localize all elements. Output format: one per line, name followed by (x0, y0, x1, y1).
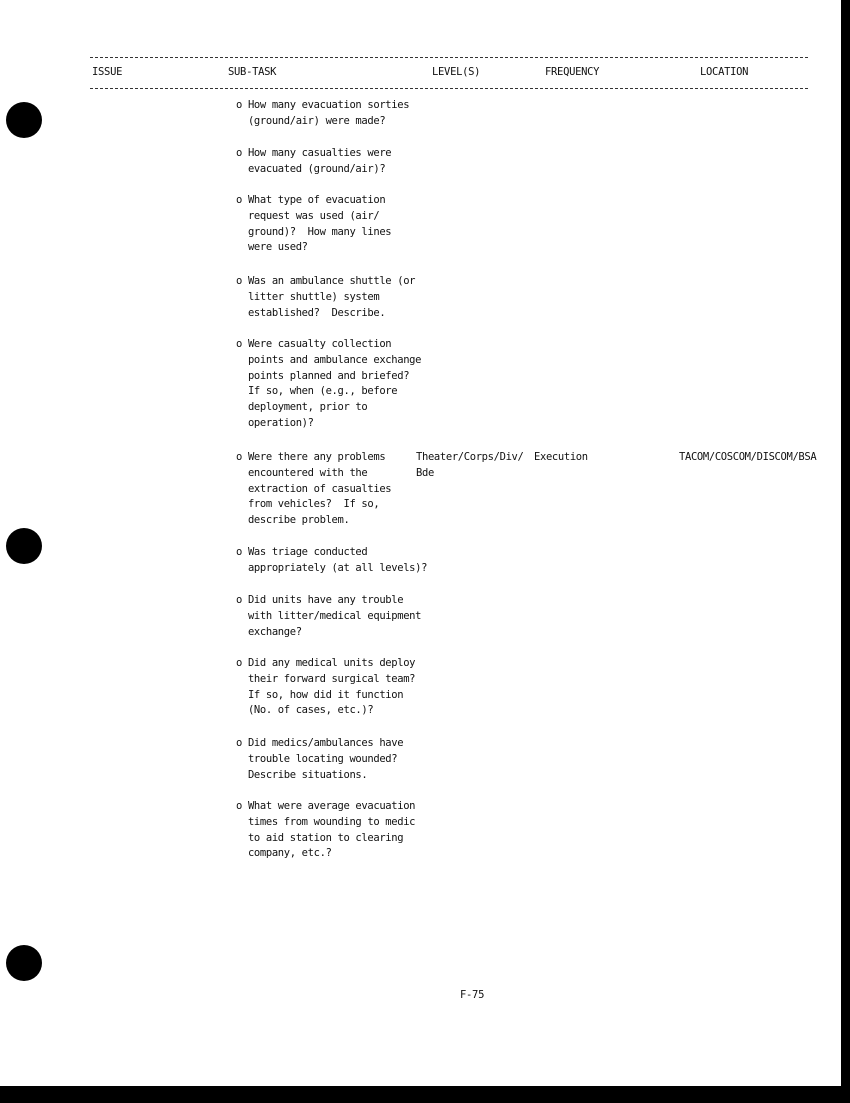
column-header-frequency: FREQUENCY (545, 66, 600, 78)
subtask-item: o Did medics/ambulances have trouble locating wounded? Describe situations. (236, 737, 404, 781)
location-value: TACOM/COSCOM/DISCOM/BSA (679, 451, 817, 463)
subtask-item: o Was triage conducted appropriately (at all levels)? (236, 546, 428, 574)
column-header-levels: LEVEL(S) (432, 66, 481, 78)
subtask-item: o What type of evacuation request was used (air/ ground)? How many lines were used? (236, 194, 392, 254)
subtask-item: o Did units have any trouble with litter/medical equipment exchange? (236, 594, 422, 638)
scan-border-bottom (0, 1086, 850, 1103)
page-number: F-75 (460, 989, 485, 1001)
subtask-item: o How many casualties were evacuated (ground/air)? (236, 147, 392, 175)
column-header-sub-task: SUB-TASK (228, 66, 277, 78)
subtask-item: o How many evacuation sorties (ground/air) were made? (236, 99, 410, 127)
punch-hole-middle (6, 528, 42, 564)
subtask-item: o Was an ambulance shuttle (or litter shuttle) system established? Describe. (236, 275, 416, 319)
punch-hole-bottom (6, 945, 42, 981)
column-header-location: LOCATION (700, 66, 749, 78)
frequency-value: Execution (534, 451, 588, 463)
scan-border-right (841, 0, 850, 1103)
punch-hole-top (6, 102, 42, 138)
subtask-item: o Did any medical units deploy their forward surgical team? If so, how did it function (No. of cases, etc.)? (236, 657, 416, 717)
header-rule-top (90, 57, 808, 58)
subtask-item: o Were there any problems encountered with the extraction of casualties from vehicles? If so, describe problem. (236, 451, 392, 527)
subtask-item: o What were average evacuation times from wounding to medic to aid station to clearing company, etc.? (236, 800, 416, 860)
subtask-item: o Were casualty collection points and ambulance exchange points planned and briefed? If so, when (e.g., before deployment, prior to operation)? (236, 338, 422, 429)
header-rule-bottom (90, 88, 808, 89)
levels-value: Theater/Corps/Div/ Bde (416, 451, 524, 479)
column-header-issue: ISSUE (92, 66, 123, 78)
